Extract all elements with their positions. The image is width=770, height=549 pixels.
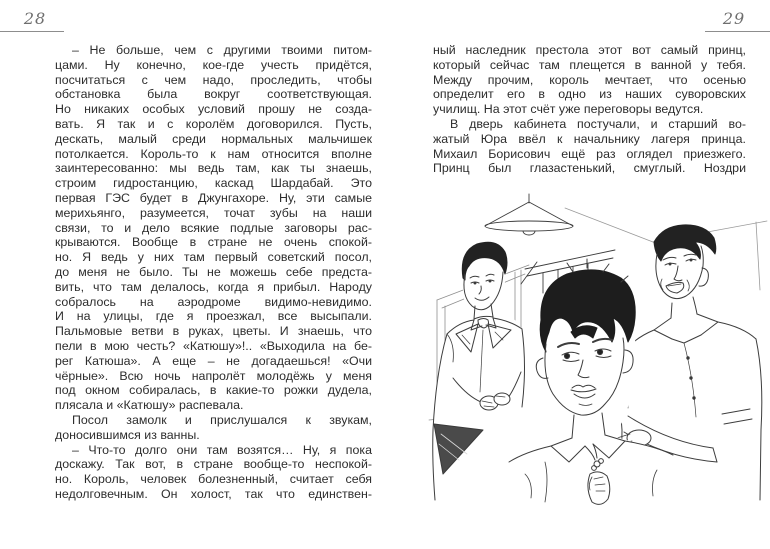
- paragraph: [433, 43, 746, 117]
- paragraph: [433, 117, 746, 176]
- text-line: – Что-то долго они там возятся… Ну, я пока: [72, 442, 372, 457]
- text-line: строим гидростанцию, каскад Шардабай. Это: [55, 176, 372, 191]
- text-line: собралось на аэродроме видимо-невидимо.: [55, 294, 372, 309]
- text-line: дескать, малый среди нормальных мальчишек: [55, 131, 372, 146]
- text-line: В дверь кабинета постучали, и старший во-: [450, 116, 746, 131]
- text-line: потолкается. Король-то к нам относится вполне: [55, 146, 372, 161]
- text-line: доскажу. Так вот, в стране вообще-то неспокой-: [55, 457, 372, 472]
- left-header-rule: [0, 31, 64, 32]
- text-line: первая ГЭС будет в Джунгахоре. Ну, эти самые: [55, 190, 372, 205]
- text-line: чёрные». Всю ночь напролёт молодёжь у меня: [55, 368, 372, 383]
- text-line: вить, что там делалось, когда я прибыл. Народу: [55, 279, 372, 294]
- text-line: посчитаться с чем надо, проследить, чтобы: [55, 72, 372, 87]
- illustration-drawing: [425, 192, 770, 508]
- text-line: доносившимся из ванны.: [55, 427, 200, 442]
- text-line: вать. Я так и с королём договорился. Пусть,: [55, 116, 372, 131]
- ceiling-lamp-drawing: [485, 194, 573, 235]
- text-line: связи, то и дело всякие подлые заговоры рас-: [55, 220, 372, 235]
- text-line: заинтересованно: мы ведь там, как ты знаешь,: [55, 161, 372, 176]
- text-line: но. Король, человек болезненный, считает себя: [55, 472, 372, 487]
- paragraph: [55, 43, 372, 413]
- text-line: жатый Юра ввёл к начальнику лагеря принца.: [433, 131, 746, 146]
- text-line: недолговечным. Он холост, так что единствен-: [55, 486, 372, 501]
- text-line: Михаил Борисович ещё раз оглядел приезжего.: [433, 146, 746, 161]
- text-line: Пальмовые ветви в руках, цветы. И знаешь, что: [55, 324, 372, 339]
- text-line: крываются. Вообще в стране не очень спокой-: [55, 235, 372, 250]
- text-line: пели в мою честь? «Катюшу»!.. «Выходила на бе-: [55, 338, 372, 353]
- text-line: но. Я ведь у них там первый советский посол,: [55, 250, 372, 265]
- right-header-rule: [705, 31, 770, 32]
- text-line: до меня не было. Ты не можешь себе предста-: [55, 264, 372, 279]
- text-line: Но никаких особых условий прошу не созда-: [55, 102, 372, 117]
- text-line: плясала и «Катюшу» распевала.: [55, 398, 244, 413]
- text-line: Между прочим, король мечтает, что осенью: [433, 72, 746, 87]
- text-line: Посол замолк и прислушался к звукам,: [72, 412, 372, 427]
- text-line: И на улицы, где я проезжал, все высыпали.: [55, 309, 372, 324]
- right-page-number: 29: [722, 9, 746, 28]
- paragraph: [55, 413, 372, 443]
- text-line: который сейчас там плещется в ванной у тебя.: [433, 57, 746, 72]
- left-page-number: 28: [23, 9, 47, 28]
- text-line: Принц был глазастенький, смуглый. Ноздри: [433, 161, 746, 176]
- text-line: ный наследник престола этот вот самый принц,: [433, 43, 746, 57]
- text-line: рег Катюша». А еще – не догадаешься! «Очи: [55, 353, 372, 368]
- text-line: под окном собиралась, в какие-то рожки дудела,: [55, 383, 372, 398]
- text-line: цами. Ну конечно, кое-где учесть придётся,: [55, 57, 372, 72]
- left-page-text: [55, 43, 372, 502]
- text-line: определит его в одно из наших суворовских: [433, 87, 746, 102]
- text-line: обстановка была вокруг соответствующая.: [55, 87, 372, 102]
- paragraph: [55, 443, 372, 502]
- text-line: училищ. На этот счёт уже переговоры ведутся.: [433, 102, 704, 117]
- text-line: – Не больше, чем с другими твоими питом-: [72, 43, 372, 57]
- right-page-text: [433, 43, 746, 176]
- text-line: мерихьянго, разумеется, точат зубы на наши: [55, 205, 372, 220]
